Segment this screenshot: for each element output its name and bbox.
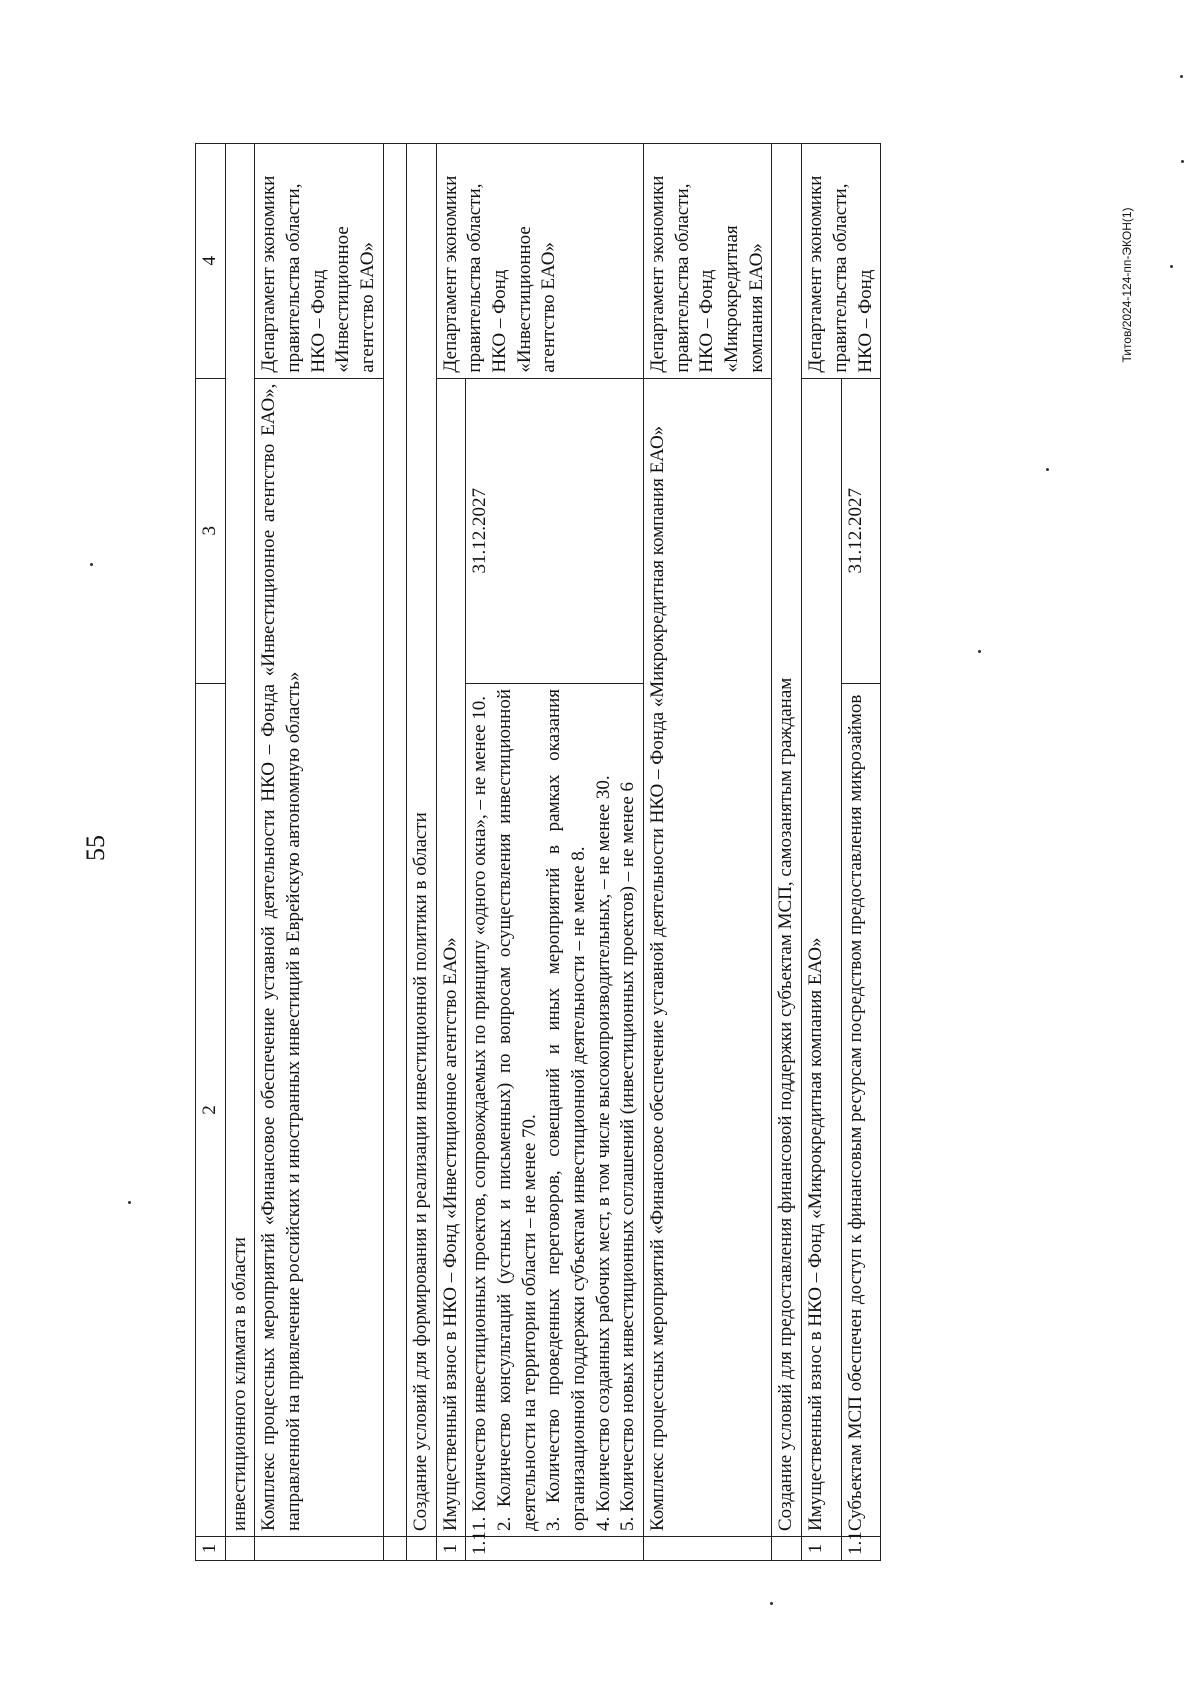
table-row xyxy=(802,144,842,1561)
activities-table xyxy=(195,143,881,1561)
table-row xyxy=(772,144,802,1561)
header-col-2: 2 xyxy=(196,683,226,1536)
task-investment-agency: Имущественный взнос в НКО – Фонд «Инвестиционное агентство ЕАО» xyxy=(436,378,466,1536)
page-number: 55 xyxy=(81,835,110,861)
task-number: 1 xyxy=(802,1537,842,1561)
responsible-1: Департамент экономики правительства области, НКО – Фонд «Инвестиционное агентство ЕАО» xyxy=(255,144,383,379)
indicator-item: 5. Количество новых инвестиционных соглашений (инвестиционных проектов) – не менее 6 xyxy=(617,781,639,1532)
result-date: 31.12.2027 xyxy=(466,378,644,683)
table-row xyxy=(383,144,406,1561)
table-row xyxy=(436,144,466,1561)
complex-measures-1: Комплекс процессных мероприятий «Финансовое обеспечение уставной деятельности НКО – Фонда «Инвестиционное агентство ЕАО», направленной на привлечение российских и иностранных инвестиций в Еврейскую автономную область» xyxy=(255,378,383,1536)
indicator-item: 4. Количество созданных рабочих мест, в том числе высокопроизводительных, – не менее 30. xyxy=(592,775,614,1532)
complex-measures-2: Комплекс процессных мероприятий «Финансовое обеспечение уставной деятельности НКО – Фонда «Микрокредитная компания ЕАО» xyxy=(644,378,772,1536)
table-row xyxy=(255,144,383,1561)
task-microcredit: Имущественный взнос в НКО – Фонд «Микрокредитная компания ЕАО» xyxy=(802,378,842,1536)
responsible-2: Департамент экономики правительства области, НКО – Фонд «Инвестиционное агентство ЕАО» xyxy=(436,144,644,379)
result-number: 1.1 xyxy=(841,1537,881,1561)
scan-speck xyxy=(90,563,93,566)
indicator-item: 3. Количество проведенных переговоров, совещаний и иных мероприятий в рамках оказания организационной поддержки субъектам инвестиционной деятельности – не менее 8. xyxy=(543,688,589,1532)
continuation-text: инвестиционного климата в области xyxy=(225,144,255,1537)
header-col-3: 3 xyxy=(196,378,226,683)
scan-speck xyxy=(1180,75,1183,78)
section-title-investment: Создание условий для формирования и реализации инвестиционной политики в области xyxy=(406,144,436,1537)
indicator-item: 1. Количество инвестиционных проектов, сопровождаемых по принципу «одного окна», – не менее 10. xyxy=(469,695,491,1532)
document-code: Титов/2024-124-пп-ЭКОН(1) xyxy=(1120,207,1134,363)
header-col-1: 1 xyxy=(196,1537,226,1561)
header-col-4: 4 xyxy=(196,144,226,379)
scan-speck xyxy=(1170,265,1173,268)
result-number: 1.1 xyxy=(466,1537,644,1561)
task-number: 1 xyxy=(436,1537,466,1561)
rotated-table-container xyxy=(195,143,1057,1561)
scan-speck xyxy=(1181,160,1184,163)
scan-speck xyxy=(770,1602,773,1605)
table-row xyxy=(406,144,436,1561)
table-row xyxy=(644,144,772,1561)
responsible-3: Департамент экономики правительства области, НКО – Фонд «Микрокредитная компания ЕАО» xyxy=(644,144,772,379)
table-row xyxy=(225,144,255,1561)
table-header-row xyxy=(196,144,226,1561)
result-microloans: Субъектам МСП обеспечен доступ к финансовым ресурсам посредством предоставления микрозаймов xyxy=(841,683,881,1536)
indicator-item: 2. Количество консультаций (устных и письменных) по вопросам осуществления инвестиционной деятельности на территории области – не менее 70. xyxy=(493,688,540,1532)
section-title-msp: Создание условий для предоставления финансовой поддержки субъектам МСП, самозанятым гражданам xyxy=(772,144,802,1537)
scan-speck xyxy=(128,1201,131,1204)
result-indicators xyxy=(466,683,644,1536)
result-date: 31.12.2027 xyxy=(841,378,881,683)
responsible-4: Департамент экономики правительства области, НКО – Фонд xyxy=(802,144,881,379)
